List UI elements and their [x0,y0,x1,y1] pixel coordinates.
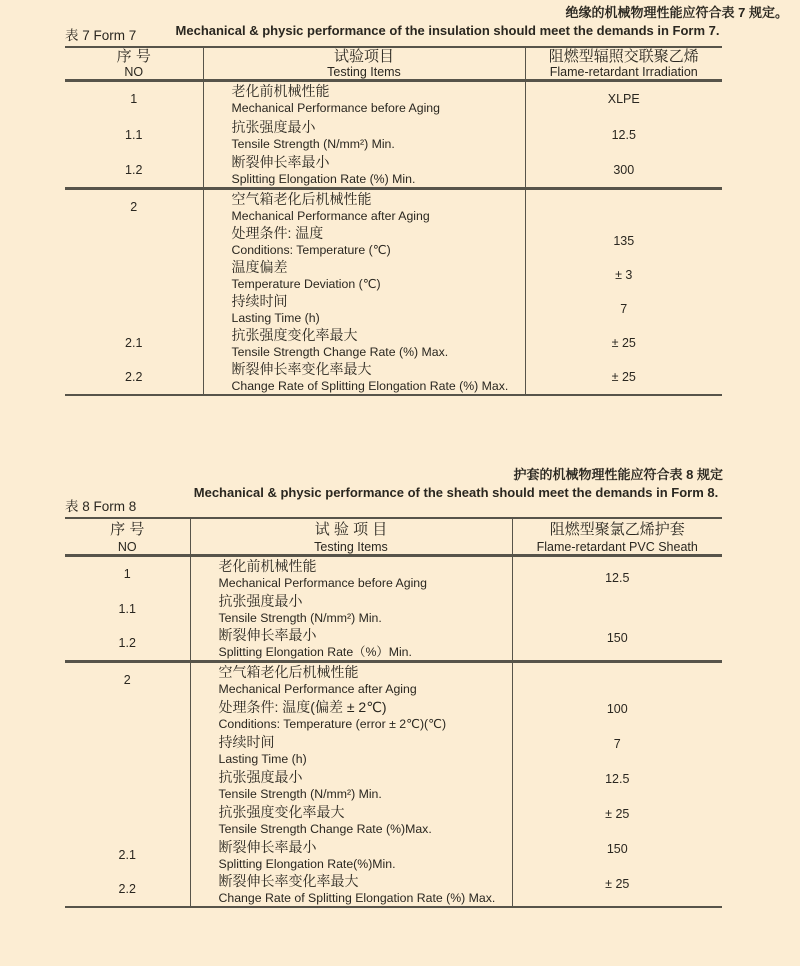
row-item-cn: 断裂伸长率最小 [231,153,330,170]
row-item-en: Splitting Elongation Rate（%）Min. [218,645,412,659]
table-row [65,732,722,767]
row-item-cn: 老化前机械性能 [231,83,330,100]
row-item [190,872,512,907]
table-row [65,872,722,907]
header-item: 试 验 项 目 Testing Items [190,518,512,556]
table-row [65,117,722,153]
row-item-cn: 持续时间 [218,733,275,750]
row-item-cn: 抗张强度最小 [231,118,316,135]
table-row [65,258,722,292]
form7-section-1 [65,81,722,189]
row-item [190,591,512,626]
row-item-en: Change Rate of Splitting Elongation Rate (%) Max. [218,891,496,905]
form7-section-2 [65,189,722,396]
row-item-en: Mechanical Performance after Aging [231,209,430,223]
row-item-en: Temperature Deviation (℃) [231,277,381,291]
row-item-en: Tensile Strength (N/mm²) Min. [218,786,382,801]
row-item [190,837,512,872]
table-row [65,326,722,360]
form7-note: 绝缘的机械物理性能应符合表 7 规定。 [565,5,788,20]
table-row [65,662,722,698]
row-no: 1.1 [65,117,203,153]
row-item [203,189,525,225]
row-item-en: Change Rate of Splitting Elongation Rate (%) Max. [231,379,509,393]
row-item-en: Tensile Strength Change Rate (%)Max. [218,821,432,836]
row-item-en: Mechanical Performance before Aging [218,576,427,590]
header-value: 阻燃型辐照交联聚乙烯 Flame-retardant Irradiation [548,48,699,79]
row-item-cn: 断裂伸长率变化率最大 [231,361,372,377]
row-no: 1.1 [65,591,190,626]
row-item [203,326,525,360]
row-item-en: Mechanical Performance before Aging [231,101,440,116]
row-value: 12.5 [605,571,630,585]
table-row [65,292,722,326]
table-row [65,767,722,802]
row-value: 150 [606,631,628,645]
row-no [65,292,203,326]
row-value: 7 [613,737,621,751]
row-no: 2.1 [65,326,203,360]
row-value: ± 25 [605,877,630,891]
table-row [65,153,722,189]
row-item-cn: 抗张强度最小 [218,592,303,609]
row-item-en: Mechanical Performance after Aging [218,682,417,696]
row-value: 300 [613,162,635,177]
row-value: 12.5 [611,127,636,142]
row-item-en: Splitting Elongation Rate(%)Min. [218,856,396,871]
row-item-cn: 处理条件: 温度(偏差 ± 2℃) [218,698,387,715]
form7-label: 表 7 Form 7 [65,28,137,43]
header-item: 试验项目 Testing Items [203,47,525,81]
row-item-cn: 抗张强度变化率最大 [231,327,358,343]
row-no [65,224,203,258]
table-row [65,697,722,732]
row-item [203,224,525,258]
row-item-en: Tensile Strength Change Rate (%) Max. [231,345,449,359]
row-item [190,556,512,592]
row-item-en: Tensile Strength (N/mm²) Min. [218,610,382,625]
table-row [65,224,722,258]
row-no [65,732,190,767]
row-no: 2.1 [65,837,190,872]
row-no: 1 [65,81,203,117]
row-item-cn: 老化前机械性能 [218,558,317,574]
row-value: 12.5 [605,772,630,786]
row-item [203,258,525,292]
row-item [190,732,512,767]
form8-header [65,518,722,556]
table-row [65,591,722,626]
row-value [512,591,722,626]
table-row [65,556,722,592]
row-value: 135 [613,234,635,248]
row-no [65,767,190,802]
header-no: 序 号 NO [65,47,203,81]
row-value [525,189,722,225]
table-row [65,802,722,837]
row-no [65,258,203,292]
row-value: XLPE [607,92,640,107]
row-item-en: Lasting Time (h) [218,751,307,766]
table-row [65,189,722,225]
row-value: ± 25 [605,807,630,821]
row-item-en: Splitting Elongation Rate (%) Min. [231,171,416,186]
row-no: 2 [65,662,190,698]
row-no: 1 [65,556,190,592]
form7-table [65,46,722,396]
row-value: ± 25 [611,336,636,350]
form8-table [65,517,722,908]
row-item-cn: 温度偏差 [231,259,288,275]
row-value: 7 [620,302,628,316]
row-item [203,81,525,117]
row-item-cn: 处理条件: 温度 [231,225,324,241]
row-no [65,802,190,837]
form8-section-2 [65,662,722,908]
row-item-cn: 断裂伸长率最小 [218,627,317,643]
header-value: 阻燃型聚氯乙烯护套 Flame-retardant PVC Sheath [536,521,698,554]
row-value: 150 [606,842,628,856]
row-item-cn: 抗张强度最小 [218,768,303,785]
form8-titlebar [0,485,800,514]
row-item [203,117,525,153]
row-value: 100 [606,702,628,716]
row-value: ± 25 [611,370,636,384]
row-item-cn: 空气箱老化后机械性能 [231,191,372,207]
row-item-en: Conditions: Temperature (error ± 2℃)(℃) [218,716,447,731]
form7-header [65,47,722,81]
row-item-cn: 抗张强度变化率最大 [218,803,345,820]
row-no: 2.2 [65,872,190,907]
table-row [65,837,722,872]
form8-title: Mechanical & physic performance of the sheath should meet the demands in Form 8. [193,485,719,500]
header-no: 序 号 NO [65,518,190,556]
row-item-cn: 持续时间 [231,293,288,309]
row-item-en: Conditions: Temperature (℃) [231,243,391,257]
form8-label: 表 8 Form 8 [65,499,137,514]
row-item [203,292,525,326]
row-no: 1.2 [65,153,203,189]
row-item [190,767,512,802]
form8-section-1 [65,556,722,662]
row-no: 2.2 [65,360,203,395]
row-item [190,626,512,662]
row-item-en: Lasting Time (h) [231,311,320,325]
form7-titlebar [0,23,800,43]
row-item-en: Tensile Strength (N/mm²) Min. [231,136,395,151]
form8-note: 护套的机械物理性能应符合表 8 规定 [513,467,723,482]
form7-title: Mechanical & physic performance of the insulation should meet the demands in Form 7. [175,23,720,38]
table-row [65,81,722,117]
row-value [512,662,722,698]
row-item [190,697,512,732]
row-item-cn: 断裂伸长率最小 [218,838,317,855]
row-no [65,697,190,732]
row-item [203,360,525,395]
row-item [203,153,525,189]
table-row [65,360,722,395]
row-no: 1.2 [65,626,190,662]
row-item [190,662,512,698]
table-row [65,626,722,662]
row-item [190,802,512,837]
row-item-cn: 空气箱老化后机械性能 [218,664,359,680]
row-no: 2 [65,189,203,225]
row-item-cn: 断裂伸长率变化率最大 [218,873,359,889]
row-value: ± 3 [615,268,633,282]
